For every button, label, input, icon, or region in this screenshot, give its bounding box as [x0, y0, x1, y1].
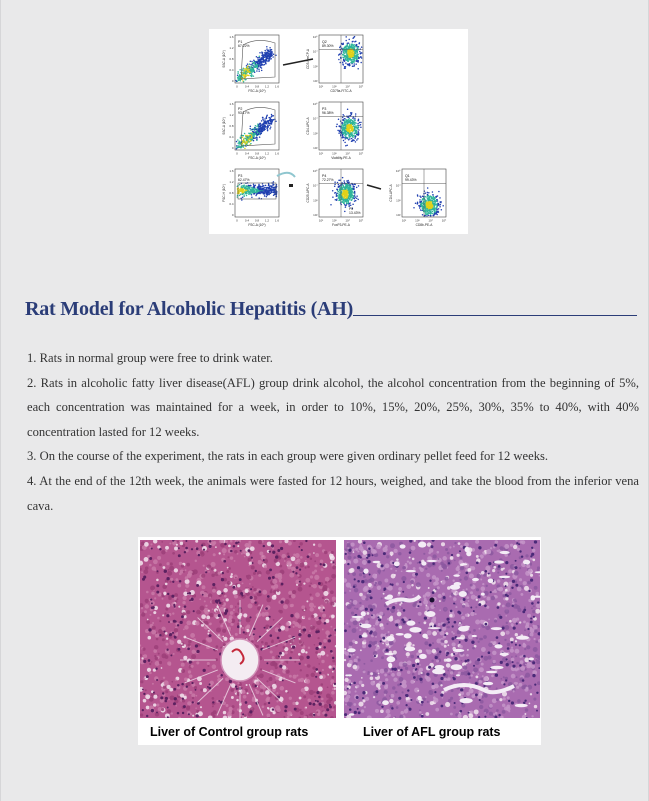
histology-figure [138, 537, 541, 745]
y-tick-label: 0.8 [229, 57, 234, 61]
y-tick-label: 1.6 [229, 102, 234, 106]
y-tick-label: 10⁵ [312, 169, 318, 173]
y-tick-label: 1.2 [229, 46, 234, 50]
x-axis-label: Viability-PE-A [331, 156, 351, 160]
flow-panel-r1c1 [222, 35, 279, 93]
y-tick-label: 10³ [313, 198, 318, 203]
x-tick-label: 0.4 [244, 151, 250, 156]
y-tick-label: 0 [231, 79, 234, 83]
gate-percent: 96.38% [322, 111, 334, 115]
gate-label: Q1 [405, 174, 410, 178]
step-2: 2. Rats in alcoholic fatty liver disease(AFL) group drink alcohol, the alcohol concentration from the beginning of 5%, each concentration was maintained for a week, in order to 10%, 15%, 20%, 25%, 30%, 35% to 40%, with 40% concentration lasted for 12 weeks. [27, 375, 639, 439]
gate-percent: 99.43% [405, 178, 417, 182]
y-tick-label: 10⁴ [312, 183, 318, 188]
y-tick-label: 1.2 [229, 113, 234, 117]
x-tick-label: 0.8 [254, 84, 260, 89]
y-tick-label: 10⁵ [312, 102, 318, 106]
y-axis-label: CD4-APC-A [389, 184, 393, 202]
gate-label: P1 [238, 40, 243, 44]
afl-liver-micrograph [344, 540, 540, 718]
x-tick-label: 10⁴ [345, 151, 350, 156]
y-tick-label: 10⁴ [312, 116, 318, 121]
y-tick-label: 1.6 [229, 35, 234, 39]
gate-percent: 62.47% [238, 178, 250, 182]
flow-cytometry-figure [209, 29, 468, 234]
control-caption: Liver of Control group rats [150, 725, 309, 739]
x-tick-label: 10³ [332, 151, 337, 156]
flow-panel-r3c1 [222, 169, 279, 227]
step-4: 4. At the end of the 12th week, the animals were fasted for 12 hours, weighed, and take the blood from the inferior vena cava. [27, 473, 639, 513]
protocol-steps [27, 346, 639, 518]
x-tick-label: 0.4 [244, 84, 250, 89]
y-tick-label: 0 [231, 146, 234, 150]
flow-panel-r3c2 [306, 169, 364, 227]
x-tick-label: 1.2 [264, 218, 270, 223]
x-tick-label: 10⁵ [441, 218, 447, 223]
gate-label-2: P5 [349, 207, 354, 211]
x-tick-label: 10³ [332, 218, 337, 223]
flow-panel-r2c2 [306, 102, 364, 160]
x-tick-label: 1.2 [264, 151, 270, 156]
flow-panel-r2c1 [222, 102, 279, 160]
gate-label: P3 [322, 107, 327, 111]
y-tick-label: 10³ [313, 64, 318, 69]
x-tick-label: 1.6 [274, 151, 280, 156]
y-axis-label: SSC-A (10⁵) [222, 117, 226, 135]
y-tick-label: 0.4 [229, 202, 234, 206]
y-axis-label: CD3-PerCP-A [306, 48, 310, 70]
y-tick-label: 10² [396, 213, 401, 217]
gating-arrow [277, 173, 295, 177]
gating-arrow [367, 185, 381, 189]
y-axis-label: CD4-APC-A [306, 117, 310, 135]
y-axis-label: SSC-A (10⁵) [222, 50, 226, 68]
x-tick-label: 0.8 [254, 151, 260, 156]
x-tick-label: 10³ [415, 218, 420, 223]
x-tick-label: 10⁵ [358, 218, 364, 223]
x-tick-label: 10⁵ [358, 84, 364, 89]
section-heading-row [25, 298, 637, 322]
x-axis-label: CD79a-FITC-A [330, 89, 352, 93]
gate-percent: 93.17% [238, 111, 250, 115]
gate-percent: 67.22% [238, 44, 250, 48]
afl-caption: Liver of AFL group rats [363, 725, 501, 739]
y-tick-label: 0.8 [229, 191, 234, 195]
flow-panel-r3c3 [389, 169, 447, 227]
gate-label: P4 [322, 174, 327, 178]
x-tick-label: 10² [401, 218, 407, 223]
flow-panel-r1c2 [306, 35, 364, 93]
x-tick-label: 10⁵ [358, 151, 364, 156]
y-tick-label: 10⁵ [395, 169, 401, 173]
y-tick-label: 10⁴ [312, 49, 318, 54]
y-tick-label: 0.4 [229, 68, 234, 72]
x-axis-label: FSC-A (10⁵) [248, 89, 266, 93]
gate-label: P3 [238, 174, 243, 178]
x-tick-label: 1.6 [274, 84, 280, 89]
control-liver-micrograph [140, 540, 336, 718]
y-tick-label: 1.6 [229, 169, 234, 173]
gate-label: P2 [238, 107, 243, 111]
x-tick-label: 10² [318, 151, 324, 156]
x-tick-label: 0 [236, 151, 238, 156]
gating-arrow [289, 184, 293, 187]
gate-percent: 72.27% [322, 178, 334, 182]
x-tick-label: 10³ [332, 84, 337, 89]
flow-cytometry-plots [209, 29, 468, 234]
section-title: Rat Model for Alcoholic Hepatitis (AH) [25, 298, 354, 320]
control-liver-image [140, 540, 336, 718]
step-3: 3. On the course of the experiment, the rats in each group were given ordinary pellet feed for 12 weeks. [27, 449, 549, 464]
heading-underline [353, 315, 637, 316]
y-tick-label: 10⁴ [395, 183, 401, 188]
gate-percent-2: 13.43% [349, 211, 361, 215]
y-tick-label: 10² [313, 146, 318, 150]
x-tick-label: 10² [318, 84, 324, 89]
y-tick-label: 10³ [396, 198, 401, 203]
x-tick-label: 1.6 [274, 218, 280, 223]
x-tick-label: 0.8 [254, 218, 260, 223]
x-tick-label: 0.4 [244, 218, 250, 223]
x-axis-label: CD8b-PE-A [415, 223, 433, 227]
y-axis-label: FSC-H (10⁵) [222, 184, 226, 202]
x-axis-label: FSC-A (10⁵) [248, 156, 266, 160]
y-tick-label: 10² [313, 79, 318, 83]
y-axis-label: CD25-APC-A [306, 183, 310, 203]
x-tick-label: 1.2 [264, 84, 270, 89]
x-tick-label: 10² [318, 218, 324, 223]
x-tick-label: 0 [236, 218, 238, 223]
x-axis-label: FoxP3-PE-A [332, 223, 350, 227]
x-axis-label: FSC-A (10⁵) [248, 223, 266, 227]
y-tick-label: 10² [313, 213, 318, 217]
y-tick-label: 10⁵ [312, 35, 318, 39]
y-tick-label: 0.4 [229, 135, 234, 139]
gate-label: Q2 [322, 40, 327, 44]
y-tick-label: 10³ [313, 131, 318, 136]
y-tick-label: 0 [231, 213, 234, 217]
x-tick-label: 10⁴ [345, 84, 350, 89]
y-tick-label: 1.2 [229, 180, 234, 184]
step-1: 1. Rats in normal group were free to drink water. [27, 351, 273, 365]
x-tick-label: 0 [236, 84, 238, 89]
gate-percent: 89.30% [322, 44, 334, 48]
y-tick-label: 0.8 [229, 124, 234, 128]
x-tick-label: 10⁴ [345, 218, 350, 223]
x-tick-label: 10⁴ [428, 218, 433, 223]
afl-liver-image [344, 540, 540, 718]
